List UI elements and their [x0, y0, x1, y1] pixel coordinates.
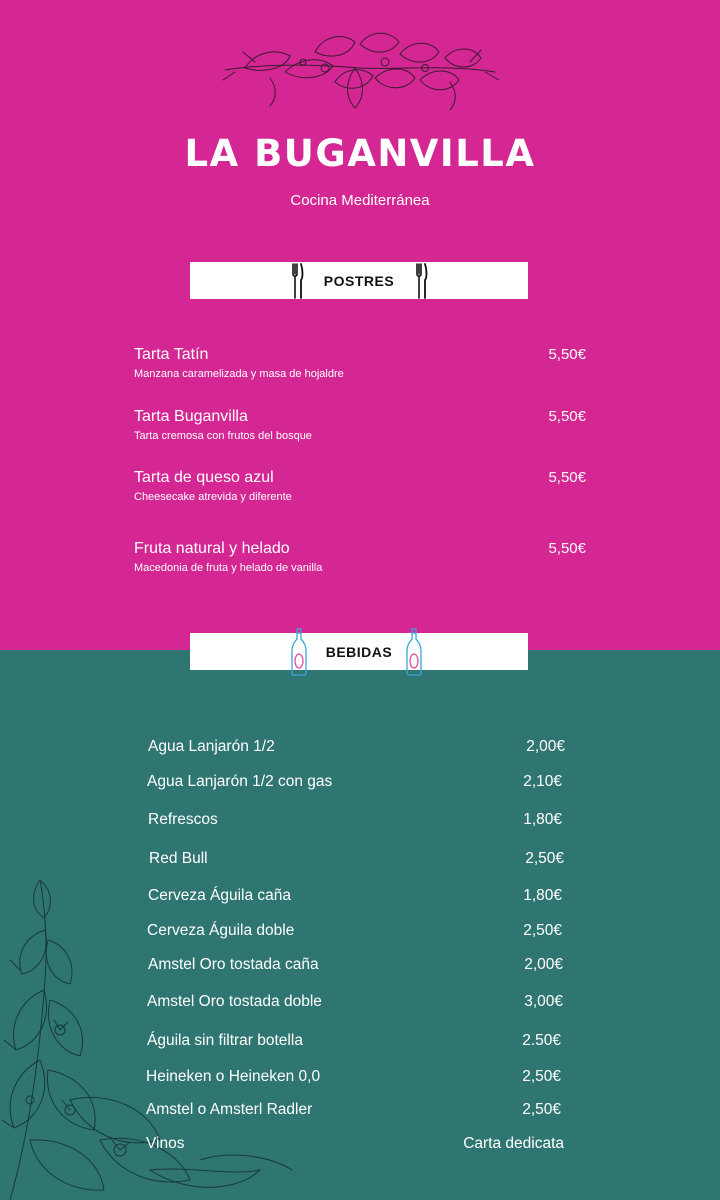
- bottle-icon: [290, 627, 308, 677]
- bebidas-heading-band: [190, 633, 528, 670]
- drink-price: 2,50€: [522, 1101, 561, 1118]
- fork-knife-icon: [414, 262, 428, 300]
- drink-price: 2.50€: [522, 1032, 561, 1049]
- list-item: [147, 773, 562, 795]
- list-item: [147, 922, 562, 944]
- drink-name: Amstel Oro tostada doble: [147, 993, 322, 1010]
- drink-name: Refrescos: [148, 811, 218, 828]
- postres-heading: POSTRES: [323, 272, 395, 289]
- dessert-description: Macedonia de fruta y helado de vanilla: [134, 562, 323, 574]
- dessert-name: Tarta de queso azul: [134, 469, 274, 486]
- bebidas-heading: BEBIDAS: [325, 643, 393, 660]
- dessert-price: 5,50€: [548, 408, 586, 425]
- list-item: [148, 738, 565, 760]
- list-item: [148, 956, 563, 978]
- drink-price: 1,80€: [523, 887, 562, 904]
- list-item: [147, 1032, 561, 1054]
- drink-name: Amstel Oro tostada caña: [148, 956, 319, 973]
- dessert-name: Tarta Buganvilla: [134, 408, 248, 425]
- drink-price: 2,00€: [526, 738, 565, 755]
- dessert-description: Tarta cremosa con frutos del bosque: [134, 430, 312, 442]
- drink-name: Red Bull: [149, 850, 208, 867]
- drink-price: 2,10€: [523, 773, 562, 790]
- list-item: [146, 1135, 564, 1157]
- postres-heading-band: [190, 262, 528, 299]
- restaurant-subtitle: Cocina Mediterránea: [290, 192, 430, 209]
- drink-name: Cerveza Águila caña: [148, 887, 292, 904]
- dessert-price: 5,50€: [548, 540, 586, 557]
- dessert-description: Cheesecake atrevida y diferente: [134, 491, 292, 503]
- fork-knife-icon: [290, 262, 304, 300]
- drink-name: Agua Lanjarón 1/2: [148, 738, 275, 755]
- drink-name: Vinos: [146, 1135, 185, 1152]
- drink-name: Heineken o Heineken 0,0: [146, 1068, 321, 1085]
- drink-name: Águila sin filtrar botella: [147, 1032, 303, 1049]
- drink-price: 3,00€: [524, 993, 563, 1010]
- drink-name: Agua Lanjarón 1/2 con gas: [147, 773, 333, 790]
- dessert-name: Fruta natural y helado: [134, 540, 290, 557]
- drink-name: Amstel o Amsterl Radler: [146, 1101, 313, 1118]
- list-item: [148, 887, 562, 909]
- dessert-price: 5,50€: [548, 469, 586, 486]
- dessert-name: Tarta Tatín: [134, 346, 209, 363]
- drink-price: 2,50€: [523, 922, 562, 939]
- dessert-description: Manzana caramelizada y masa de hojaldre: [134, 368, 344, 380]
- drink-price: 2,50€: [522, 1068, 561, 1085]
- drink-name: Cerveza Águila doble: [147, 922, 295, 939]
- list-item: [149, 850, 564, 872]
- list-item: [146, 1101, 561, 1123]
- restaurant-name: LA BUGANVILLA: [184, 132, 536, 175]
- drink-price: Carta dedicata: [463, 1135, 564, 1152]
- bougainvillea-illustration-icon: [215, 22, 505, 114]
- drink-price: 2,00€: [524, 956, 563, 973]
- list-item: [147, 993, 563, 1015]
- list-item: [146, 1068, 561, 1090]
- drink-price: 1,80€: [523, 811, 562, 828]
- dessert-price: 5,50€: [548, 346, 586, 363]
- drink-price: 2,50€: [525, 850, 564, 867]
- bottle-icon: [405, 627, 423, 677]
- list-item: [148, 811, 562, 833]
